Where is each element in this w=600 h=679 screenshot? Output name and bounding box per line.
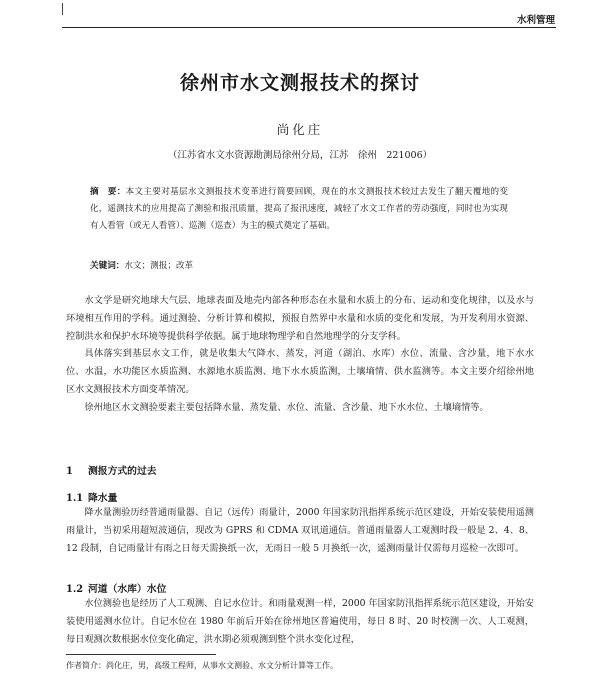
keywords-text: 水文；测报；改革 xyxy=(124,261,194,271)
abstract xyxy=(90,184,508,236)
intro-paragraph: 具体落实到基层水文工作，就是收集大气降水、蒸发，河道（湖泊、水库）水位、流量、含沙量，地下水水位、水温，水功能区水质监测、水源地水质监测、地下水水质监测，土壤墒情、供水监测等。本文主要介绍徐州地区水文测报技术方面变革情况。 xyxy=(66,348,534,395)
article-title: 徐州市水文测报技术的探讨 xyxy=(179,72,420,94)
abstract-label: 摘 要： xyxy=(90,187,126,197)
header-rule xyxy=(62,27,556,28)
subsection-heading-1-1 xyxy=(66,490,117,504)
article-author: 尚化庄 xyxy=(276,122,324,137)
abstract-text: 本文主要对基层水文测报技术变革进行简要回顾，现在的水文测报技术较过去发生了翻天覆地的变化，遥测技术的应用提高了测验和报汛质量，提高了报汛速度，减轻了水文工作者的劳动强度，同时也为实现有人看管（或无人看管）、巡测（巡查）为主的模式奠定了基础。 xyxy=(90,187,508,232)
intro-paragraph: 水文学是研究地球大气层、地球表面及地壳内部各种形态在水量和水质上的分布、运动和变化规律，以及水与环境相互作用的学科。通过测验、分析计算和模拟，预报自然界中水量和水质的变化和发展，为开发利用水资源、控制洪水和保护水环境等提供科学依据。属于地球物理学和自然地理学的分支学科。 xyxy=(66,295,534,342)
scan-margin-mark xyxy=(62,3,67,15)
author-footnote: 作者简介：尚化庄，男，高级工程师，从事水文测验、水文分析计算等工作。 xyxy=(66,661,338,670)
subsection-body-1-1 xyxy=(66,504,534,557)
subsection-body-1-2 xyxy=(66,595,534,648)
section-heading-1 xyxy=(66,463,157,477)
body-paragraph: 降水量测验历经普通雨量器、自记（远传）雨量计，2000 年国家防汛指挥系统示范区建设，开始安装使用遥测雨量计，当初采用超短波通信，现改为 GPRS 和 CDMA 双讯道通信。普通雨量器人工观测时段一般是 2、4、8、12 段制，自记雨量计有雨之日每天需换纸一次，无雨日一般 5 月换纸一次，遥测雨量计仅需每月巡检一次即可。 xyxy=(66,507,534,554)
subsection-title: 降水量 xyxy=(88,493,118,504)
section-number: 1 xyxy=(66,466,73,477)
footnote-rule xyxy=(66,654,216,655)
keywords xyxy=(90,258,193,275)
subsection-heading-1-2 xyxy=(66,581,166,595)
running-header: 水利管理 xyxy=(516,15,555,26)
keywords-label: 关键词： xyxy=(90,261,125,271)
subsection-number: 1.2 xyxy=(66,584,84,595)
subsection-number: 1.1 xyxy=(66,493,84,504)
subsection-title: 河道（水库）水位 xyxy=(88,584,167,595)
intro-section xyxy=(66,292,534,417)
intro-paragraph: 徐州地区水文测验要素主要包括降水量、蒸发量、水位、流量、含沙量、地下水水位、土壤墒情等。 xyxy=(84,401,489,413)
section-title: 测报方式的过去 xyxy=(88,466,157,477)
author-affiliation: （江苏省水文水资源勘测局徐州分局，江苏 徐州 221006） xyxy=(167,150,433,161)
body-paragraph: 水位测验也是经历了人工观测、自记水位计。和雨量观测一样，2000 年国家防汛指挥系统示范区建设，开始安装使用遥测水位计。自记水位在 1980 年前后开始在徐州地区普遍使用，每日 8 时、20 时校测一次、人工观测，每日观测次数根据水位变化确定，洪水期必须观测到整个洪水变化过程， xyxy=(66,598,534,645)
